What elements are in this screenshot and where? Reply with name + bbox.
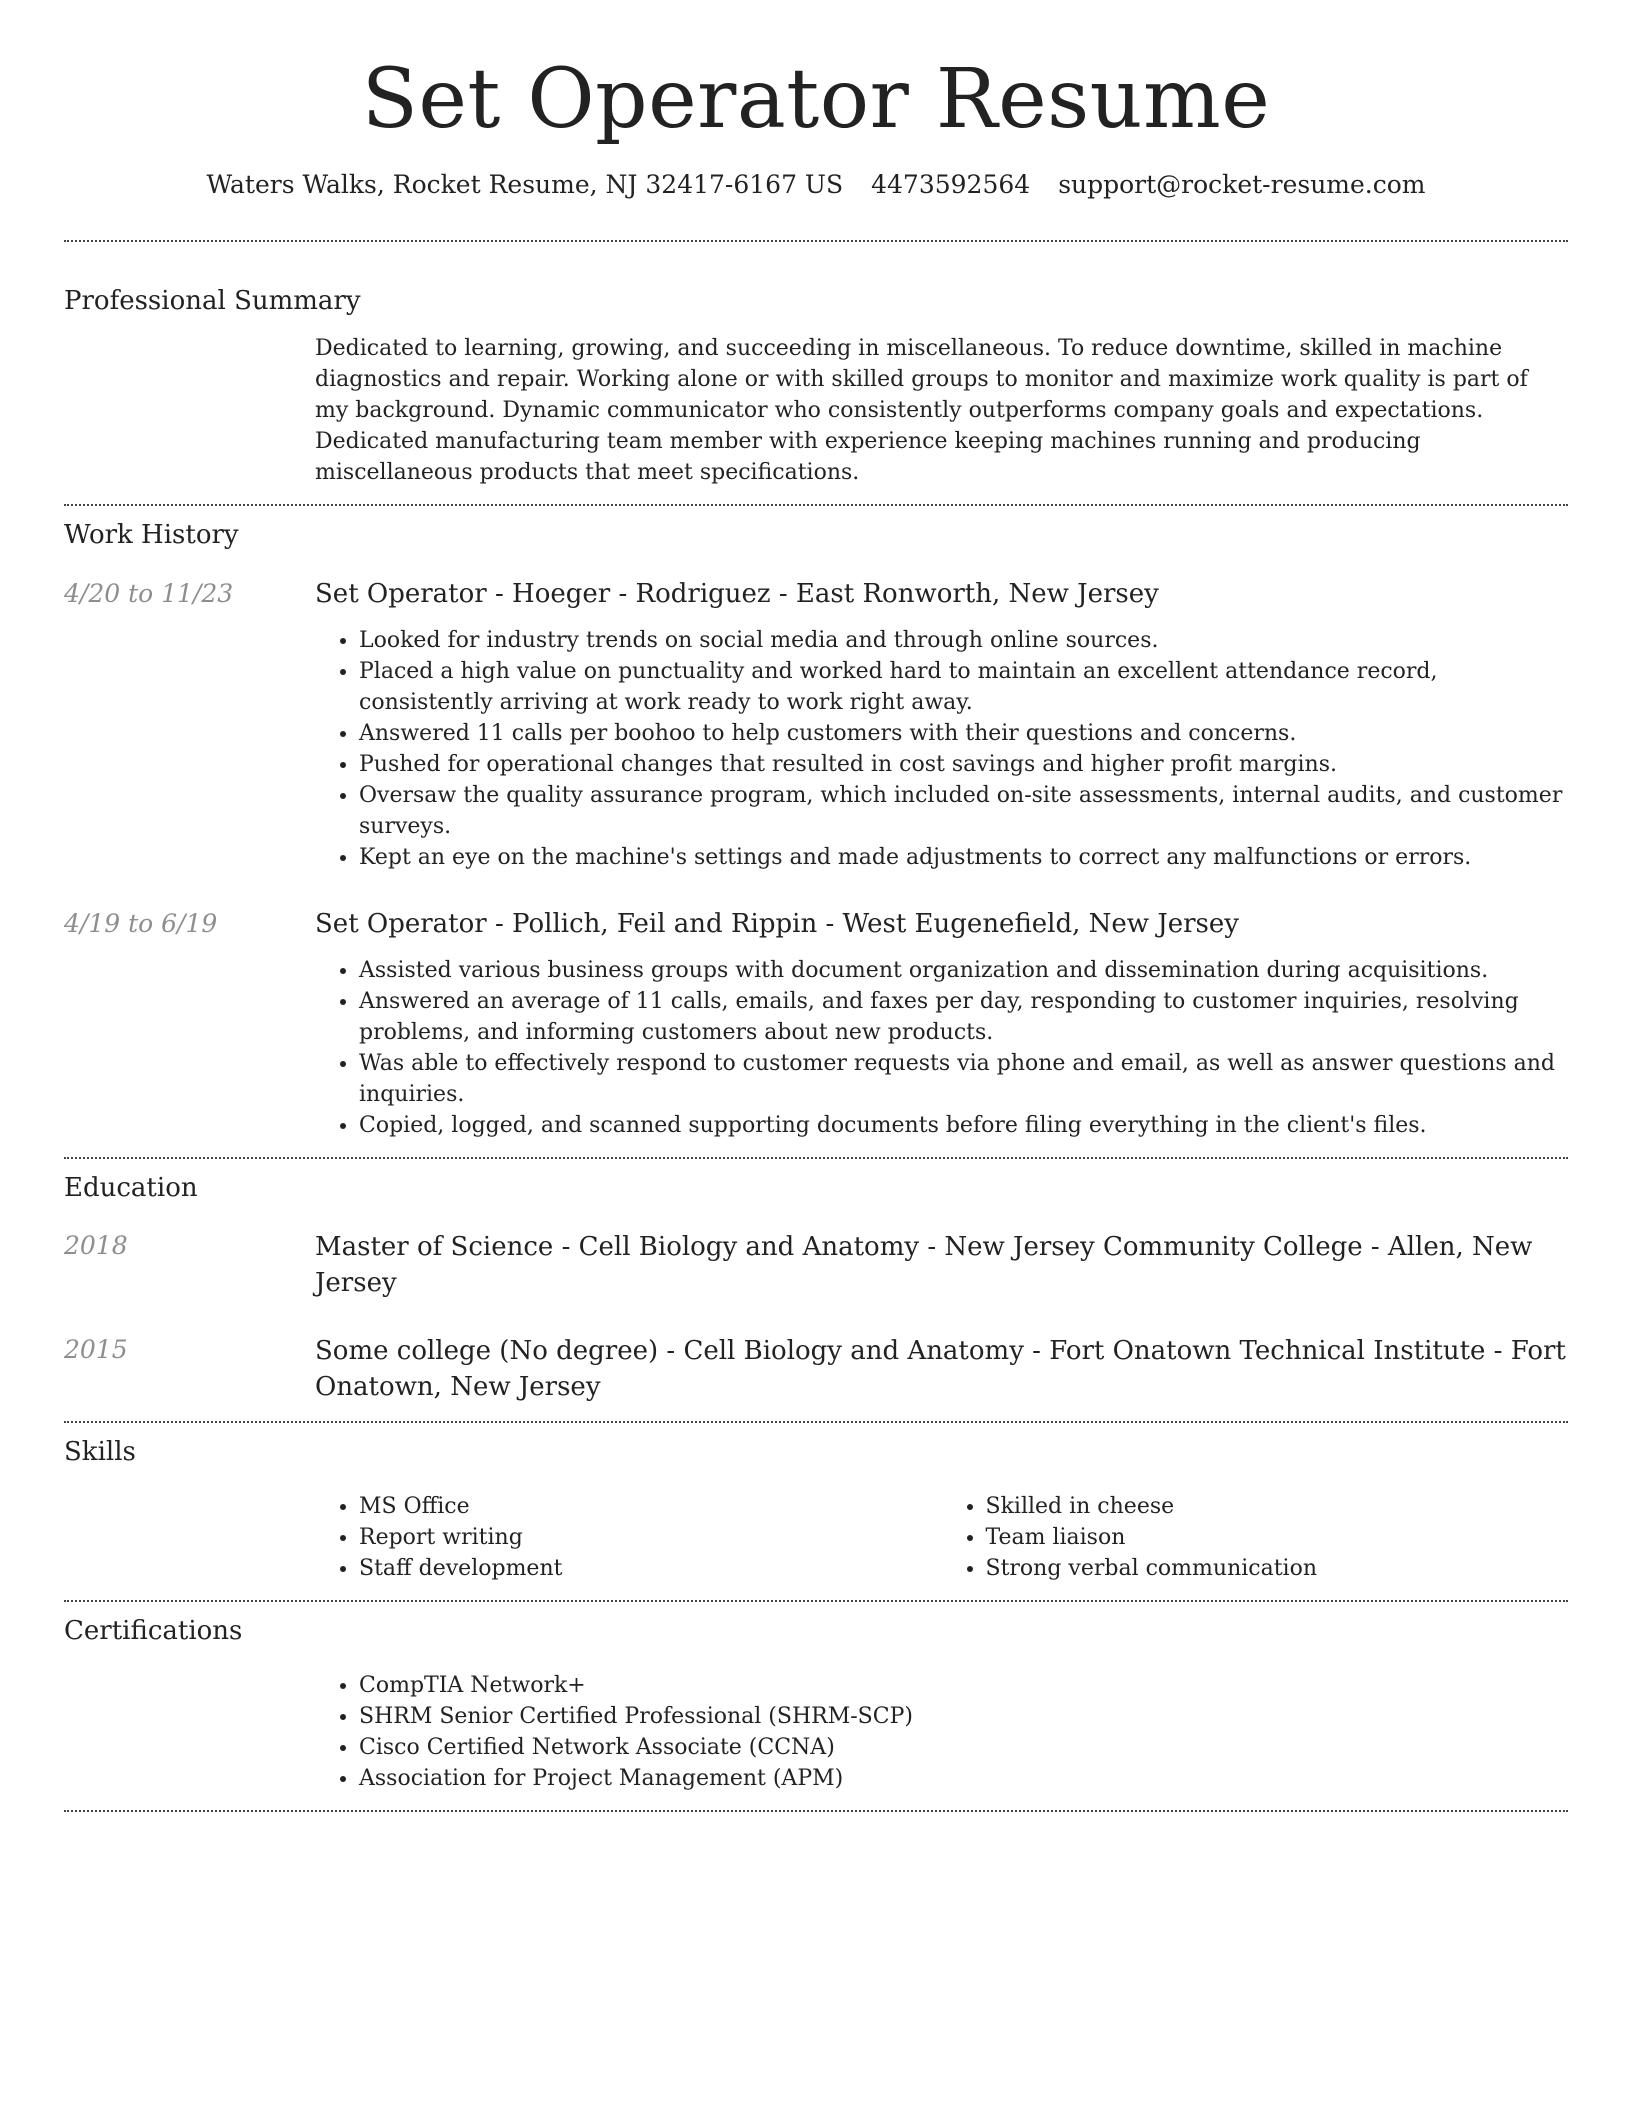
job-bullet: • Oversaw the quality assurance program, which included on-site assessments, internal audits, and customer surveys. <box>359 780 1568 842</box>
education-line <box>315 1229 1568 1301</box>
page-title: Set Operator Resume <box>361 52 1271 147</box>
education-entry <box>64 1229 1568 1301</box>
certification-item: • Association for Project Management (APM) <box>359 1763 1568 1794</box>
education-heading: Education <box>64 1173 198 1203</box>
skill-item: • Staff development <box>359 1553 942 1584</box>
job-bullet: • Answered 11 calls per boohoo to help customers with their questions and concerns. <box>359 718 1568 749</box>
skill-item: • MS Office <box>359 1491 942 1522</box>
job-date: 4/19 to 6/19 <box>64 909 218 938</box>
job-bullet: • Was able to effectively respond to customer requests via phone and email, as well as answer questions and inquiries. <box>359 1048 1568 1110</box>
job-entry <box>64 907 1568 1141</box>
education-year: 2015 <box>64 1335 128 1364</box>
education-line <box>315 1333 1568 1405</box>
job-date: 4/20 to 11/23 <box>64 579 234 608</box>
job-title: Set Operator - Hoeger - Rodriguez - East Ronworth, New Jersey <box>315 579 1159 609</box>
summary-section <box>64 284 1568 488</box>
job-bullet: • Copied, logged, and scanned supporting documents before filing everything in the client's files. <box>359 1110 1568 1141</box>
education-entry <box>64 1333 1568 1405</box>
job-title: Set Operator - Pollich, Feil and Rippin - West Eugenefield, New Jersey <box>315 909 1239 939</box>
skill-item: • Skilled in cheese <box>986 1491 1569 1522</box>
skills-heading: Skills <box>64 1437 136 1467</box>
resume-page <box>64 0 1568 1812</box>
contact-line <box>64 168 1568 202</box>
skill-item: • Strong verbal communication <box>986 1553 1569 1584</box>
education-school: - New Jersey Community College - Allen, New Jersey <box>315 1232 1533 1298</box>
skills-divider <box>64 1600 1568 1602</box>
work-divider <box>64 1157 1568 1159</box>
work-heading: Work History <box>64 520 239 550</box>
certifications-divider <box>64 1810 1568 1812</box>
skill-item: • Team liaison <box>986 1522 1569 1553</box>
education-degree: Some college (No degree) - Cell Biology and Anatomy <box>315 1336 1024 1366</box>
job-entry <box>64 577 1568 873</box>
contact-email: support@rocket-resume.com <box>1058 170 1426 199</box>
job-bullet: • Pushed for operational changes that resulted in cost savings and higher profit margins. <box>359 749 1568 780</box>
certifications-heading: Certifications <box>64 1616 243 1646</box>
education-section <box>64 1171 1568 1405</box>
job-bullet: • Kept an eye on the machine's settings and made adjustments to correct any malfunctions or errors. <box>359 842 1568 873</box>
header-divider <box>64 240 1568 242</box>
job-bullet: • Looked for industry trends on social media and through online sources. <box>359 625 1568 656</box>
contact-phone: 4473592564 <box>871 170 1031 199</box>
education-divider <box>64 1421 1568 1423</box>
job-bullet: • Answered an average of 11 calls, emails, and faxes per day, responding to customer inquiries, resolving problems, and informing customers about new products. <box>359 986 1568 1048</box>
certification-item: • CompTIA Network+ <box>359 1670 1568 1701</box>
education-school: - Fort Onatown Technical Institute - Fort Onatown, New Jersey <box>315 1336 1566 1402</box>
job-bullets <box>315 955 1568 1141</box>
summary-heading: Professional Summary <box>64 286 361 316</box>
skills-list-left <box>315 1491 942 1584</box>
contact-address: Waters Walks, Rocket Resume, NJ 32417-6167 US <box>206 170 844 199</box>
certification-item: • SHRM Senior Certified Professional (SHRM-SCP) <box>359 1701 1568 1732</box>
education-degree: Master of Science - Cell Biology and Anatomy <box>315 1232 920 1262</box>
certifications-section <box>64 1614 1568 1794</box>
summary-text: Dedicated to learning, growing, and succeeding in miscellaneous. To reduce downtime, skilled in machine diagnostics and repair. Working alone or with skilled groups to monitor and maximize work quality is part of my background. Dynamic communicator who consistently outperforms company goals and expectations. Dedicated manufacturing team member with experience keeping machines running and producing miscellaneous products that meet specifications. <box>315 336 1528 485</box>
skill-item: • Report writing <box>359 1522 942 1553</box>
skills-section <box>64 1435 1568 1584</box>
summary-divider <box>64 504 1568 506</box>
job-bullet: • Placed a high value on punctuality and worked hard to maintain an excellent attendance record, consistently arriving at work ready to work right away. <box>359 656 1568 718</box>
job-bullet: • Assisted various business groups with document organization and dissemination during acquisitions. <box>359 955 1568 986</box>
certifications-list <box>315 1670 1568 1794</box>
education-year: 2018 <box>64 1231 128 1260</box>
work-section <box>64 518 1568 1141</box>
job-bullets <box>315 625 1568 873</box>
certification-item: • Cisco Certified Network Associate (CCNA) <box>359 1732 1568 1763</box>
skills-list-right <box>942 1491 1569 1584</box>
